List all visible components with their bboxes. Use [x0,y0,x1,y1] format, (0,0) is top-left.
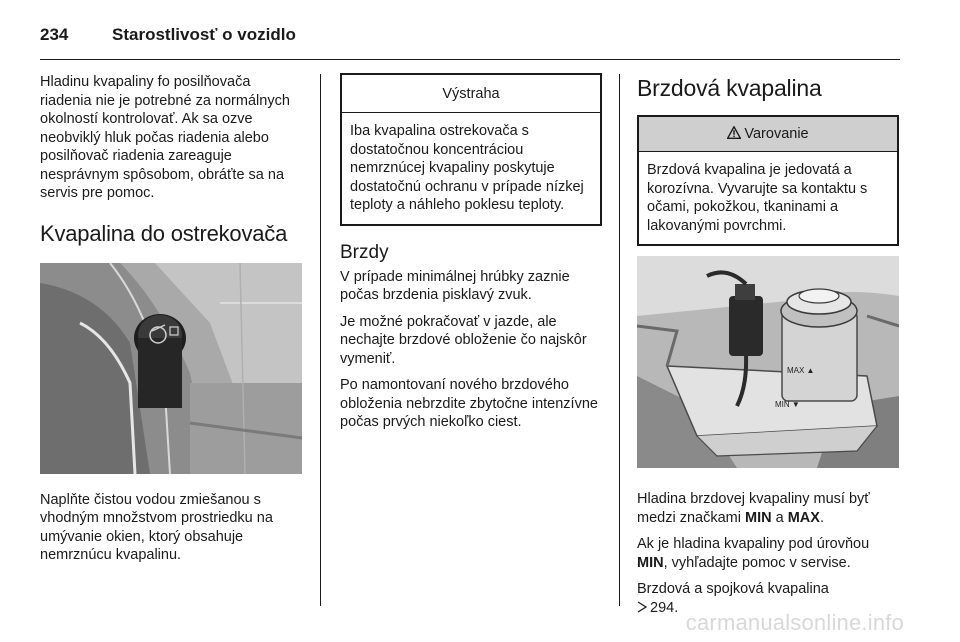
washer-fluid-heading: Kvapalina do ostrekovača [40,220,288,246]
min-mark-text: MIN [744,509,772,526]
min-mark-label: MIN ▼ [775,400,800,409]
max-mark-text: MAX [787,509,820,526]
warning-triangle-icon [727,126,741,139]
brakes-paragraph-3: Po namontovaní nového brzdového obloženia nebrzdite zbytočne intenzívne počas prvých niekoľko ciest. [340,377,598,430]
max-mark-label: MAX ▲ [787,366,815,375]
brakes-paragraph-1: V prípade minimálnej hrúbky zaznie počas brzdenia pisklavý zvuk. [340,268,570,303]
caution-title: Varovanie [744,126,809,142]
warning-title: Výstraha [342,75,600,113]
page-header [40,20,296,50]
brake-low-level-paragraph: Ak je hladina kvapaliny pod úrovňou MIN, vyhľadajte pomoc v servise. [637,536,870,571]
column-3 [637,73,899,625]
column-divider-1 [320,74,321,606]
brake-level-paragraph: Hladina brzdovej kvapaliny musí byť medzi značkami MIN a MAX. [637,491,870,526]
washer-fill-instruction: Naplňte čistou vodou zmiešanou s vhodným množstvom prostriedku na umývanie okien, ktorý obsahuje nemrznúcu kvapalinu. [40,491,273,563]
warning-box [340,73,602,226]
header-divider [40,59,900,60]
caution-text: Brzdová kvapalina je jedovatá a korozívna. Vyvarujte sa kontaktu s očami, pokožkou, tkaninami a lakovanými povrchmi. [647,162,868,234]
washer-reservoir-image [40,263,302,474]
brake-fluid-reference: Brzdová a spojková kvapalina 294. [637,581,829,616]
column-2 [340,73,602,440]
column-divider-2 [619,74,620,606]
page-number: 234 [40,25,69,44]
page-title: Starostlivosť o vozidlo [112,25,296,44]
brake-fluid-heading: Brzdová kvapalina [637,75,822,101]
brakes-paragraph-2: Je možné pokračovať v jazde, ale nechajte brzdové obloženie čo najskôr vymeniť. [340,313,587,367]
brakes-heading: Brzdy [340,241,389,263]
warning-text: Iba kvapalina ostrekovača s dostatočnou koncentráciou nemrznúcej kvapaliny poskytuje dostatočnú ochranu v prípade nízkej teploty a náhleho poklesu teploty. [350,123,584,213]
column-1 [40,73,305,573]
power-steering-paragraph: Hladinu kvapaliny fo posilňovača riadenia nie je potrebné za normálnych okolností kontrolovať. Ak sa ozve neobviklý hluk počas riadenia alebo posilňovač riadenia zareaguje nesprávnym spôsobom, obráťte sa na servis pre pomoc. [40,74,290,201]
brake-fluid-reservoir-image [637,256,899,468]
watermark: carmanualsonline.info [685,610,904,635]
page-reference-icon [637,601,647,613]
caution-header [639,117,897,152]
caution-box [637,115,899,246]
min-mark-text-2: MIN [637,554,664,571]
reference-page[interactable]: 294. [650,599,679,616]
